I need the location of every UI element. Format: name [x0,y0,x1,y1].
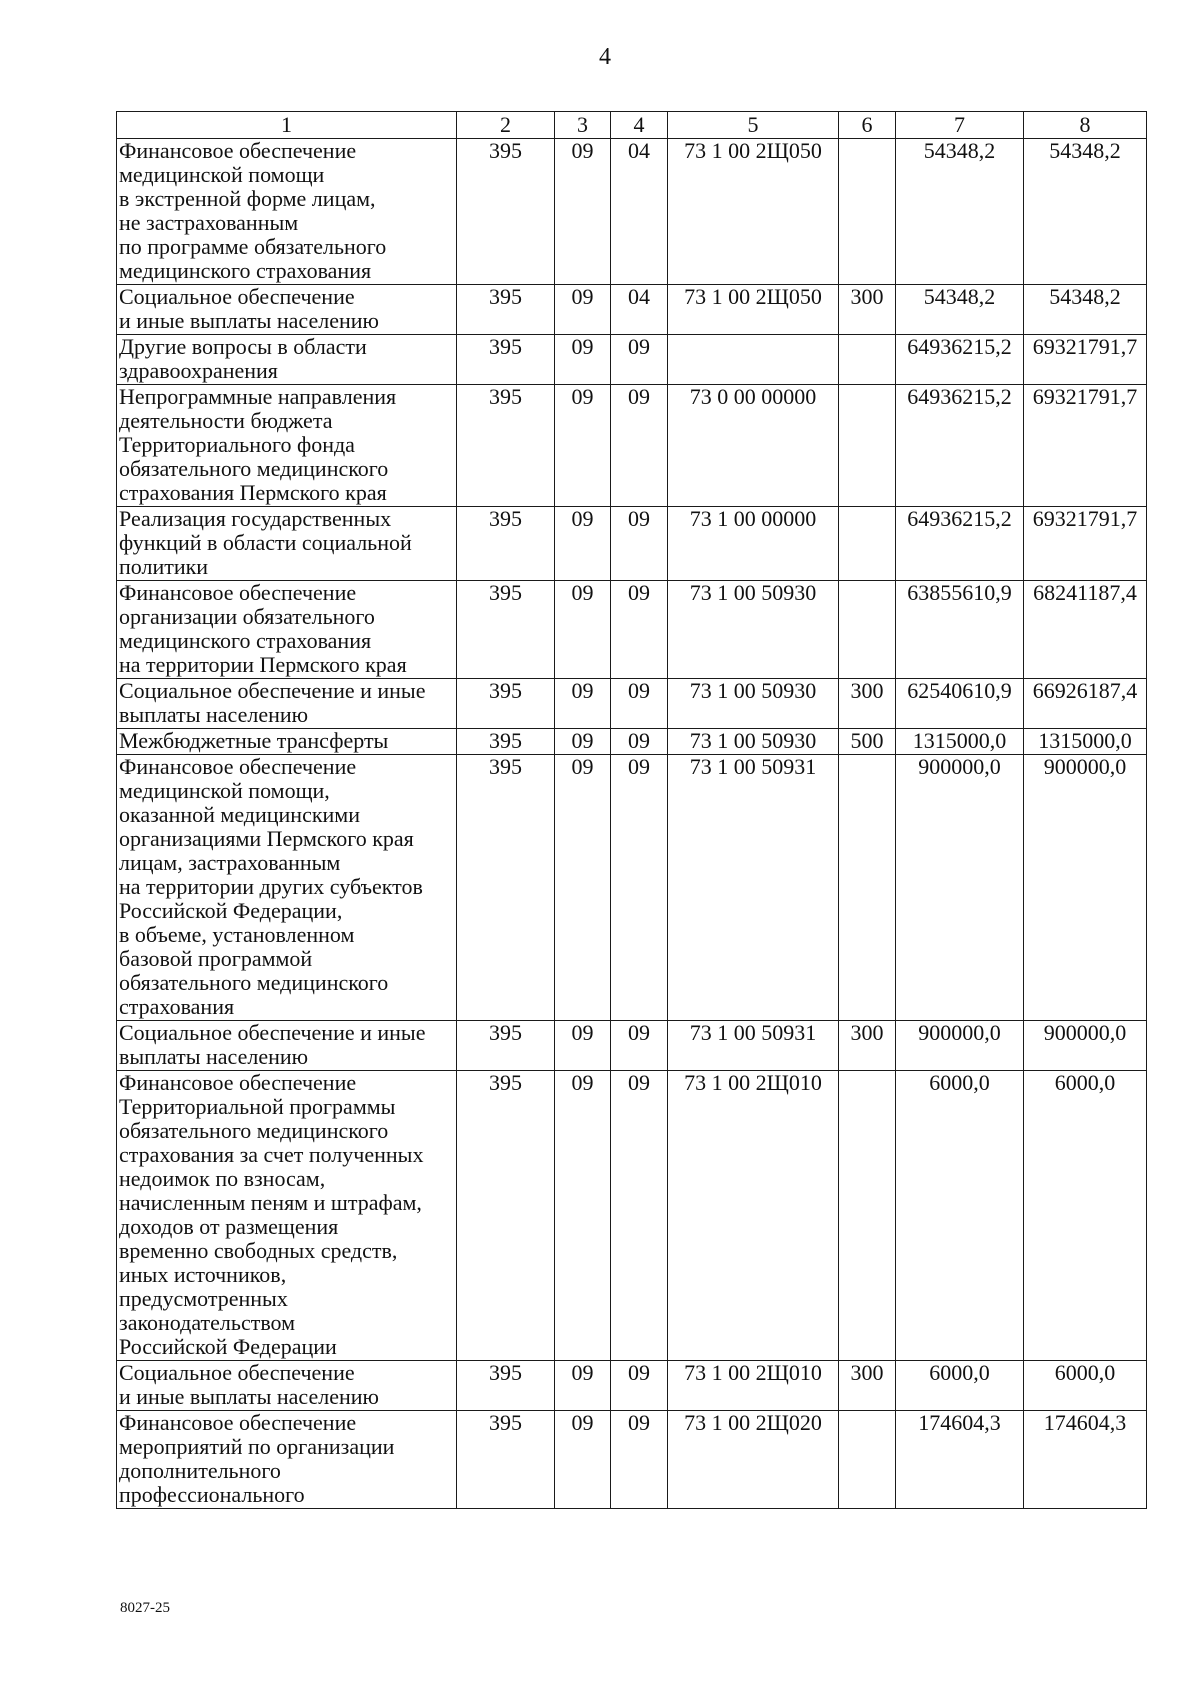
item-name-cell [117,679,457,729]
grbs-code-cell: 395 [457,285,555,335]
target-article-cell: 73 1 00 2Щ010 [668,1361,839,1411]
item-name-cell [117,729,457,755]
item-name-line: обязательного медицинского [119,456,389,481]
grbs-code-cell: 395 [457,729,555,755]
amount-col8-cell: 69321791,7 [1024,385,1147,507]
table-row [117,1071,1147,1361]
grbs-code-cell: 395 [457,755,555,1021]
expense-type-cell: 300 [839,285,896,335]
item-name-line: Межбюджетные трансферты [119,728,389,753]
amount-col8-cell: 68241187,4 [1024,581,1147,679]
expense-type-cell: 300 [839,1021,896,1071]
item-name-line: начисленным пеням и штрафам, [119,1190,422,1215]
item-name-cell [117,1411,457,1509]
expense-type-cell [839,385,896,507]
section-code-cell: 09 [555,139,611,285]
amount-col8-cell: 66926187,4 [1024,679,1147,729]
amount-col8-cell: 6000,0 [1024,1361,1147,1411]
amount-col8-cell: 900000,0 [1024,755,1147,1021]
section-code-cell: 09 [555,507,611,581]
amount-col8-cell: 900000,0 [1024,1021,1147,1071]
target-article-cell: 73 1 00 50930 [668,679,839,729]
amount-col7-cell: 900000,0 [896,1021,1024,1071]
table-header-row [117,112,1147,139]
item-name-line: Другие вопросы в области [119,334,367,359]
item-name-line: доходов от размещения [119,1214,339,1239]
item-name-cell [117,335,457,385]
item-name-line: медицинской помощи [119,162,325,187]
amount-col7-cell: 1315000,0 [896,729,1024,755]
item-name-line: временно свободных средств, [119,1238,398,1263]
section-code-cell: 09 [555,335,611,385]
item-name-line: организациями Пермского края [119,826,414,851]
page-number: 4 [599,44,611,70]
section-code-cell: 09 [555,1361,611,1411]
table-row [117,755,1147,1021]
subsection-code-cell: 09 [611,1021,668,1071]
expense-type-cell [839,335,896,385]
amount-col7-cell: 174604,3 [896,1411,1024,1509]
item-name-line: лицам, застрахованным [119,850,341,875]
item-name-line: и иные выплаты населению [119,1384,379,1409]
section-code-cell: 09 [555,581,611,679]
grbs-code-cell: 395 [457,507,555,581]
table-row [117,335,1147,385]
section-code-cell: 09 [555,1411,611,1509]
item-name-line: Финансовое обеспечение [119,138,357,163]
header-cell: 8 [1024,112,1147,139]
item-name-line: функций в области социальной [119,530,412,555]
item-name-line: законодательством [119,1310,296,1335]
amount-col7-cell: 64936215,2 [896,385,1024,507]
subsection-code-cell: 09 [611,679,668,729]
item-name-line: иных источников, [119,1262,287,1287]
amount-col7-cell: 62540610,9 [896,679,1024,729]
expense-type-cell: 300 [839,1361,896,1411]
target-article-cell [668,335,839,385]
grbs-code-cell: 395 [457,679,555,729]
subsection-code-cell: 09 [611,335,668,385]
item-name-line: Территориальной программы [119,1094,396,1119]
item-name-line: не застрахованным [119,210,299,235]
amount-col7-cell: 900000,0 [896,755,1024,1021]
item-name-cell [117,581,457,679]
header-cell: 3 [555,112,611,139]
grbs-code-cell: 395 [457,1021,555,1071]
expense-type-cell [839,139,896,285]
item-name-line: Финансовое обеспечение [119,754,357,779]
amount-col8-cell: 54348,2 [1024,285,1147,335]
item-name-line: Социальное обеспечение [119,284,355,309]
target-article-cell: 73 1 00 2Щ010 [668,1071,839,1361]
item-name-line: выплаты населению [119,1044,309,1069]
expense-type-cell [839,755,896,1021]
header-cell: 6 [839,112,896,139]
header-cell: 5 [668,112,839,139]
item-name-line: политики [119,554,209,579]
header-cell: 2 [457,112,555,139]
section-code-cell: 09 [555,385,611,507]
table-row [117,385,1147,507]
section-code-cell: 09 [555,1021,611,1071]
item-name-line: Финансовое обеспечение [119,1410,357,1435]
item-name-line: предусмотренных [119,1286,288,1311]
item-name-line: на территории других субъектов [119,874,423,899]
item-name-cell [117,385,457,507]
table-row [117,729,1147,755]
item-name-line: деятельности бюджета [119,408,333,433]
subsection-code-cell: 09 [611,755,668,1021]
grbs-code-cell: 395 [457,581,555,679]
target-article-cell: 73 1 00 2Щ050 [668,139,839,285]
grbs-code-cell: 395 [457,1361,555,1411]
subsection-code-cell: 04 [611,285,668,335]
subsection-code-cell: 09 [611,581,668,679]
item-name-line: базовой программой [119,946,313,971]
amount-col7-cell: 64936215,2 [896,507,1024,581]
grbs-code-cell: 395 [457,139,555,285]
target-article-cell: 73 1 00 2Щ050 [668,285,839,335]
item-name-line: организации обязательного [119,604,375,629]
header-cell: 1 [117,112,457,139]
item-name-line: обязательного медицинского [119,970,389,995]
item-name-cell [117,1071,457,1361]
document-code: 8027-25 [120,1600,170,1616]
item-name-line: Социальное обеспечение и иные [119,1020,426,1045]
target-article-cell: 73 1 00 50930 [668,581,839,679]
table-row [117,285,1147,335]
item-name-cell [117,139,457,285]
item-name-line: страхования за счет полученных [119,1142,424,1167]
amount-col8-cell: 69321791,7 [1024,335,1147,385]
item-name-line: Реализация государственных [119,506,392,531]
amount-col7-cell: 54348,2 [896,139,1024,285]
item-name-line: профессионального [119,1482,305,1507]
item-name-line: страхования Пермского края [119,480,387,505]
table-row [117,139,1147,285]
item-name-line: выплаты населению [119,702,309,727]
table-row [117,1361,1147,1411]
item-name-line: Социальное обеспечение и иные [119,678,426,703]
subsection-code-cell: 04 [611,139,668,285]
item-name-line: Российской Федерации, [119,898,343,923]
target-article-cell: 73 1 00 2Щ020 [668,1411,839,1509]
expense-type-cell [839,1071,896,1361]
expense-type-cell [839,507,896,581]
item-name-line: и иные выплаты населению [119,308,379,333]
amount-col7-cell: 6000,0 [896,1071,1024,1361]
table-row [117,1411,1147,1509]
item-name-cell [117,1021,457,1071]
item-name-line: Непрограммные направления [119,384,397,409]
item-name-cell [117,1361,457,1411]
budget-table [116,111,1147,1509]
item-name-line: Финансовое обеспечение [119,1070,357,1095]
item-name-line: медицинской помощи, [119,778,330,803]
item-name-line: Российской Федерации [119,1334,337,1359]
subsection-code-cell: 09 [611,507,668,581]
amount-col8-cell: 6000,0 [1024,1071,1147,1361]
header-cell: 7 [896,112,1024,139]
section-code-cell: 09 [555,729,611,755]
target-article-cell: 73 0 00 00000 [668,385,839,507]
table-row [117,1021,1147,1071]
grbs-code-cell: 395 [457,1071,555,1361]
subsection-code-cell: 09 [611,1361,668,1411]
grbs-code-cell: 395 [457,385,555,507]
item-name-line: медицинского страхования [119,258,372,283]
amount-col8-cell: 1315000,0 [1024,729,1147,755]
expense-type-cell: 300 [839,679,896,729]
subsection-code-cell: 09 [611,1411,668,1509]
amount-col7-cell: 63855610,9 [896,581,1024,679]
subsection-code-cell: 09 [611,729,668,755]
item-name-line: страхования [119,994,235,1019]
item-name-line: недоимок по взносам, [119,1166,326,1191]
target-article-cell: 73 1 00 50931 [668,1021,839,1071]
grbs-code-cell: 395 [457,1411,555,1509]
item-name-line: здравоохранения [119,358,278,383]
item-name-cell [117,285,457,335]
expense-type-cell [839,581,896,679]
target-article-cell: 73 1 00 50931 [668,755,839,1021]
item-name-line: Финансовое обеспечение [119,580,357,605]
amount-col8-cell: 174604,3 [1024,1411,1147,1509]
table-row [117,581,1147,679]
table-row [117,507,1147,581]
item-name-line: обязательного медицинского [119,1118,389,1143]
item-name-line: в объеме, установленном [119,922,355,947]
item-name-line: Территориального фонда [119,432,355,457]
table-row [117,679,1147,729]
section-code-cell: 09 [555,679,611,729]
amount-col7-cell: 64936215,2 [896,335,1024,385]
amount-col7-cell: 6000,0 [896,1361,1024,1411]
expense-type-cell [839,1411,896,1509]
item-name-line: оказанной медицинскими [119,802,361,827]
item-name-line: на территории Пермского края [119,652,407,677]
subsection-code-cell: 09 [611,1071,668,1361]
subsection-code-cell: 09 [611,385,668,507]
item-name-line: в экстренной форме лицам, [119,186,376,211]
item-name-line: медицинского страхования [119,628,372,653]
item-name-line: Социальное обеспечение [119,1360,355,1385]
section-code-cell: 09 [555,755,611,1021]
target-article-cell: 73 1 00 50930 [668,729,839,755]
item-name-cell [117,755,457,1021]
item-name-line: мероприятий по организации [119,1434,395,1459]
expense-type-cell: 500 [839,729,896,755]
grbs-code-cell: 395 [457,335,555,385]
section-code-cell: 09 [555,1071,611,1361]
table-body [117,139,1147,1509]
item-name-line: по программе обязательного [119,234,387,259]
header-cell: 4 [611,112,668,139]
section-code-cell: 09 [555,285,611,335]
amount-col7-cell: 54348,2 [896,285,1024,335]
item-name-line: дополнительного [119,1458,281,1483]
amount-col8-cell: 69321791,7 [1024,507,1147,581]
item-name-cell [117,507,457,581]
target-article-cell: 73 1 00 00000 [668,507,839,581]
amount-col8-cell: 54348,2 [1024,139,1147,285]
